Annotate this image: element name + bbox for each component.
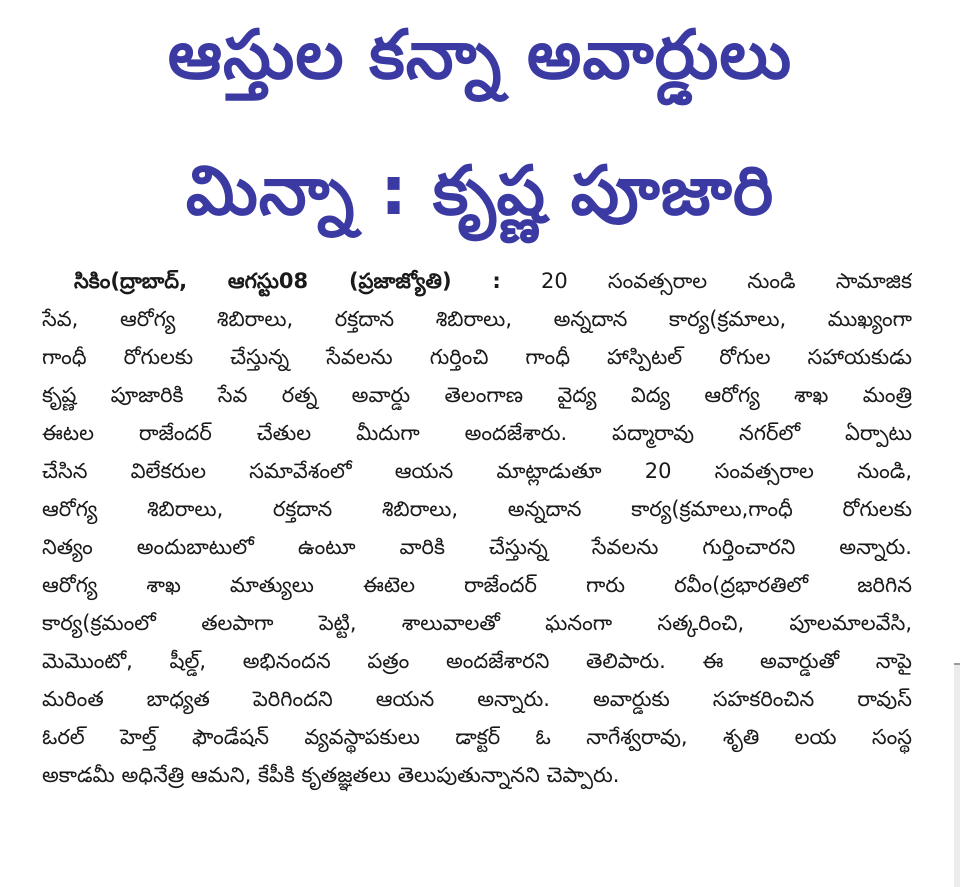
article-line-14: అకాడమీ అధినేత్రి ఆమని, కేపీకి కృతజ్ఞతలు తెలుపుతున్నానని చెప్పారు. — [42, 763, 620, 787]
article-line-3: గాంధీ రోగులకు చేస్తున్న సేవలను గుర్తించి గాంధీ హాస్పిటల్‌ రోగుల సహాయకుడు — [42, 345, 912, 369]
article-line-9: ఆరోగ్య శాఖ మాత్యులు ఈటెల రాజేందర్‌ గారు రవీం(ద్రభారతిలో జరిగిన — [42, 573, 912, 597]
article-line-6: చేసిన విలేకరుల సమావేశంలో ఆయన మాట్లాడుతూ 20 సంవత్సరాల నుండి, — [42, 459, 912, 483]
article-body — [42, 262, 912, 794]
article-line-1 — [42, 262, 912, 300]
article-line-11: మెమొంటో, షీల్డ్‌, అభినందన పత్రం అందజేశారని తెలిపారు. ఈ అవార్డుతో నాపై — [42, 649, 912, 673]
article-line-2: సేవ, ఆరోగ్య శిబిరాలు, రక్తదాన శిబిరాలు, అన్నదాన కార్య(క్రమాలు, ముఖ్యంగా — [42, 307, 912, 331]
headline-line-1: ఆస్తుల కన్నా అవార్డులు — [167, 16, 793, 95]
article-line-8: నిత్యం అందుబాటులో ఉంటూ వారికి చేస్తున్న సేవలను గుర్తించారని అన్నారు. — [42, 535, 912, 559]
article-line-5: ఈటల రాజేందర్‌ చేతుల మీదుగా అందజేశారు. పద్మారావు నగర్‌లో ఏర్పాటు — [42, 421, 912, 445]
adjacent-column-edge — [954, 665, 960, 887]
article-line-7: ఆరోగ్య శిబిరాలు, రక్తదాన శిబిరాలు, అన్నదాన కార్య(క్రమాలు,గాంధీ రోగులకు — [42, 497, 912, 521]
article-line-10: కార్య(క్రమంలో తలపాగా పెట్టి, శాలువాలతో ఘనంగా సత్కరించి, పూలమాలవేసి, — [42, 611, 912, 635]
dateline: సికిం(ద్రాబాద్‌, ఆగస్టు08 (ప్రజాజ్యోతి) : — [74, 269, 501, 293]
article-line-13: ఓరల్‌ హెల్త్‌ ఫౌండేషన్‌ వ్యవస్థాపకులు డాక్టర్‌ ఓ నాగేశ్వరావు, శృతి లయ సంస్థ — [42, 725, 912, 749]
article-line-4: కృష్ణ పూజారికి సేవ రత్న అవార్డు తెలంగాణ వైద్య విద్య ఆరోగ్య శాఖ మంత్రి — [42, 383, 912, 407]
article-line-1-text: 20 సంవత్సరాల నుండి సామాజిక — [540, 269, 912, 293]
article-line-12: మరింత బాధ్యత పెరిగిందని ఆయన అన్నారు. అవార్డుకు సహకరించిన రావుస్‌ — [42, 687, 912, 711]
headline-line-2: మిన్నా : కృష్ణ పూజారి — [185, 152, 775, 231]
